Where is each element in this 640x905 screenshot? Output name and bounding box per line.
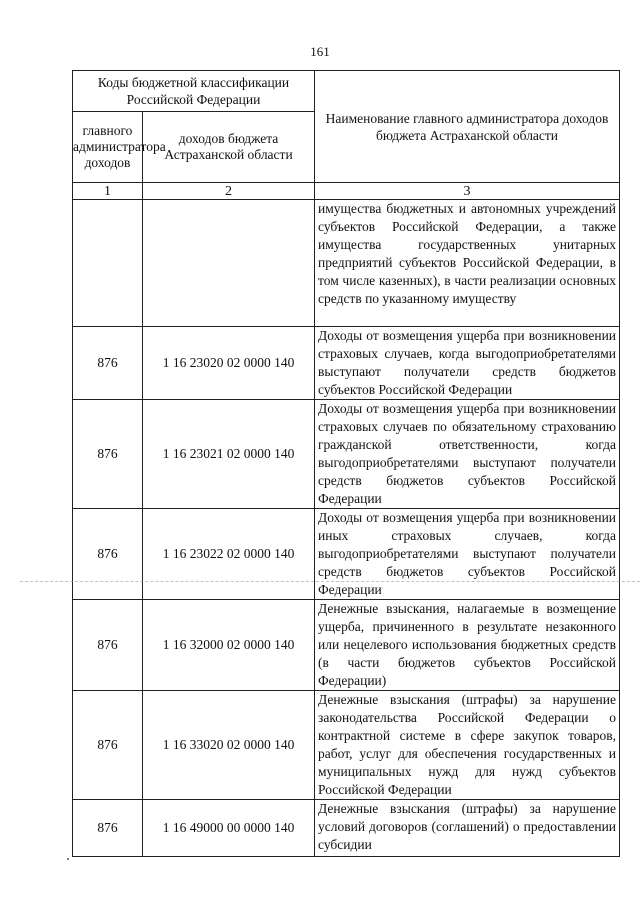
table-row [73,600,620,691]
income-name-cell: имущества бюджетных и автономных учреждений субъектов Российской Федерации, а также имущества государственных унитарных предприятий субъектов Российской Федерации, в том числе казенных), в части реализации основных средств по указанному имуществу [315,200,620,327]
name-column-header: Наименование главного администратора доходов бюджета Астраханской области [315,71,620,183]
budget-code-cell: 1 16 33020 02 0000 140 [143,691,315,800]
admin-code-cell: 876 [73,800,143,857]
admin-code-cell: 876 [73,509,143,600]
admin-code-cell: 876 [73,327,143,400]
scan-speck [67,858,69,860]
table-row [73,327,620,400]
budget-code-cell: 1 16 32000 02 0000 140 [143,600,315,691]
table-row [73,509,620,600]
admin-code-cell: 876 [73,600,143,691]
income-name-cell: Доходы от возмещения ущерба при возникновении иных страховых случаев, когда выгодоприобретателями выступают получатели средств бюджетов субъектов Российской Федерации [315,509,620,600]
admin-code-cell: 876 [73,400,143,509]
table-row [73,400,620,509]
income-name-cell: Денежные взыскания, налагаемые в возмещение ущерба, причиненного в результате незаконного или нецелевого использования бюджетных средств (в части бюджетов субъектов Российской Федерации) [315,600,620,691]
table-row [73,200,620,327]
column-number: 1 [73,183,143,200]
scan-fold-line [20,581,640,582]
income-name-cell: Доходы от возмещения ущерба при возникновении страховых случаев по обязательному страхованию гражданской ответственности, когда выгодоприобретателями выступают получатели средств бюджетов субъектов Российской Федерации [315,400,620,509]
income-name-cell: Денежные взыскания (штрафы) за нарушение условий договоров (соглашений) о предоставлении субсидии [315,800,620,857]
budget-code-cell: 1 16 23020 02 0000 140 [143,327,315,400]
admin-code-cell: 876 [73,691,143,800]
page-number: 161 [310,44,330,59]
budget-code-cell [143,200,315,327]
income-column-header: доходов бюджета Астраханской области [143,112,315,183]
budget-code-cell: 1 16 23021 02 0000 140 [143,400,315,509]
income-name-cell: Денежные взыскания (штрафы) за нарушение законодательства Российской Федерации о контрактной системе в сфере закупок товаров, работ, услуг для обеспечения государственных и муниципальных нужд для нужд субъектов Российской Федерации [315,691,620,800]
admin-code-cell [73,200,143,327]
column-number: 3 [315,183,620,200]
column-numbers-row [73,183,620,200]
table-row [73,691,620,800]
codes-group-header: Коды бюджетной классификации Российской Федерации [73,71,315,112]
income-name-cell: Доходы от возмещения ущерба при возникновении страховых случаев, когда выгодоприобретателями выступают получатели средств бюджетов субъектов Российской Федерации [315,327,620,400]
budget-code-cell: 1 16 23022 02 0000 140 [143,509,315,600]
budget-code-cell: 1 16 49000 00 0000 140 [143,800,315,857]
column-number: 2 [143,183,315,200]
admin-column-header: главного администратора доходов [73,112,143,183]
revenue-codes-table [72,70,620,857]
table-row [73,800,620,857]
